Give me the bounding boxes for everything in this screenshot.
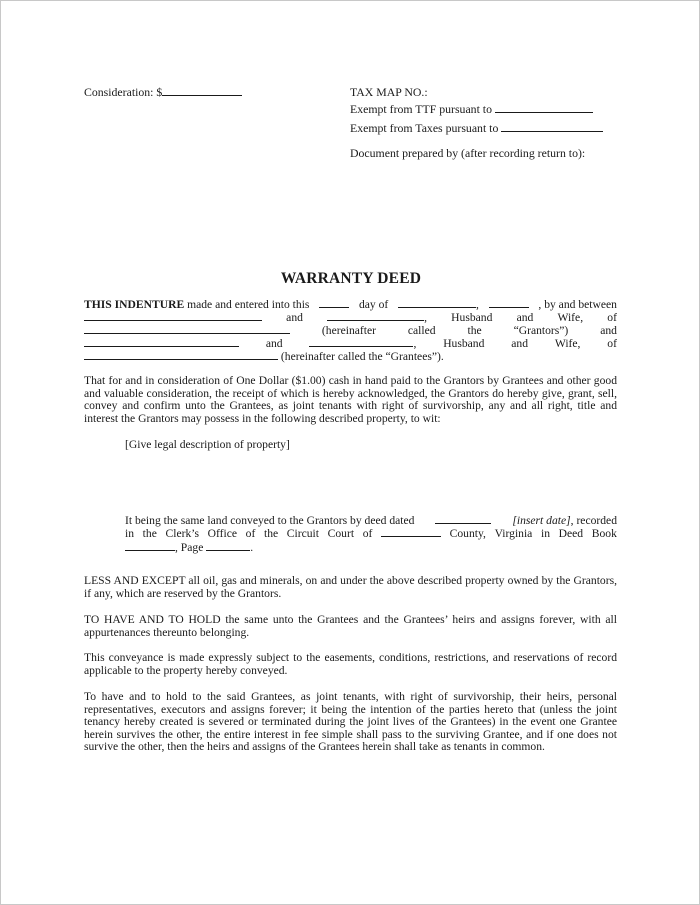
grantee-name-2-blank[interactable] (309, 336, 413, 347)
word-book: Book (591, 527, 617, 540)
comma: , (475, 298, 479, 311)
grantee-name-1-blank[interactable] (84, 336, 239, 347)
tax-map-label: TAX MAP NO.: (350, 85, 428, 99)
of-label: of (607, 311, 617, 324)
husband-label-2: Husband (443, 337, 485, 350)
month-blank[interactable] (398, 297, 476, 308)
day-of-label: day of (358, 298, 389, 311)
book-blank[interactable] (125, 540, 175, 551)
grantor-address-blank[interactable] (84, 323, 290, 334)
and-label-5: and (511, 337, 528, 350)
page-label: , Page (175, 541, 204, 554)
word-virginia: Virginia (494, 527, 533, 540)
by-and-between: , by and between (538, 298, 617, 311)
ttf-exempt-blank[interactable] (495, 102, 593, 113)
and-label-3: and (600, 324, 617, 337)
called-label: called (407, 324, 436, 337)
husband-label: Husband (451, 311, 493, 324)
legal-description: [Give legal description of property] (125, 438, 290, 451)
indenture-made: made and entered into this (187, 298, 310, 311)
taxes-exempt-blank[interactable] (501, 121, 603, 132)
word-the: the (142, 527, 157, 540)
indenture-line-2 (84, 310, 617, 323)
grantee-address-blank[interactable] (84, 349, 278, 360)
the-label: the (467, 324, 482, 337)
ttf-exempt-field (350, 102, 593, 117)
conveyance-paragraph: This conveyance is made expressly subject to the easements, conditions, restrictions, and reservations of record applicable to the property hereby conveyed. (84, 651, 617, 677)
word-the-2: the (263, 527, 279, 540)
grantors-label: “Grantors”) (513, 324, 569, 337)
grantor-name-2-blank[interactable] (327, 310, 424, 321)
prepared-by-label: Document prepared by (after recording return to): (350, 146, 586, 160)
less-and-except-paragraph: LESS AND EXCEPT all oil, gas and minerals, on and under the above described property owned by the Grantors, if any, which are reserved by the Grantors. (84, 574, 617, 600)
wife-label: Wife, (557, 311, 584, 324)
consideration-label: Consideration: $ (84, 85, 163, 99)
word-deed: Deed (558, 527, 584, 540)
word-clerks: Clerk’s (165, 527, 199, 540)
comma: , (424, 311, 427, 324)
day-blank[interactable] (319, 297, 349, 308)
ttf-exempt-label: Exempt from TTF pursuant to (350, 102, 492, 116)
county-blank[interactable] (381, 526, 441, 537)
consideration-paragraph: That for and in consideration of One Dollar ($1.00) cash in hand paid to the Grantors by Grantees and other good and valuable consideration, the receipt of which is hereby acknowledged, the Grantors do hereby give, grant, sell, convey and confirm unto the Grantees, as joint tenants with right of survivorship, any and all right, title and interest the Grantors may possess in the following described property, to wit: (84, 374, 617, 425)
word-circuit: Circuit (286, 527, 319, 540)
indenture-line-4 (84, 336, 617, 349)
recorded-label: , recorded (570, 514, 617, 527)
joint-tenancy-paragraph: To have and to hold to the said Grantees, as joint tenants, with right of survivorship, their heirs, personal representatives, executors and assigns forever; it being the intention of the parties hereto that (unless the joint tenancy hereby created is severed or terminated during the joint lives of the Grantees) in the event one Grantee herein survives the other, the entire interest in fee simple shall pass to the surviving Grantee, and if one does not survive the other, then the heirs and assigns of the Grantees herein shall take as tenants in common. (84, 690, 617, 753)
same-land-line-3 (125, 540, 253, 554)
and-label-2: and (516, 311, 534, 324)
same-land-line-2 (125, 526, 617, 539)
same-land-line-1 (125, 513, 617, 526)
word-of: of (245, 527, 256, 540)
word-county: County, (449, 527, 486, 540)
indenture-bold: THIS INDENTURE (84, 298, 185, 311)
period: . (250, 541, 254, 554)
indenture-line-1 (84, 297, 617, 310)
taxes-exempt-field (350, 121, 603, 136)
indenture-line-5 (84, 349, 444, 363)
to-have-and-hold-paragraph: TO HAVE AND TO HOLD the same unto the Grantees and the Grantees’ heirs and assigns forever, with all appurtenances thereunto belonging. (84, 613, 617, 639)
wife-label-2: Wife, (554, 337, 581, 350)
word-in: in (125, 527, 135, 540)
word-of-2: of (362, 527, 373, 540)
grantor-name-1-blank[interactable] (84, 310, 262, 321)
word-office: Office (207, 527, 238, 540)
page-blank[interactable] (206, 540, 250, 551)
and-label: and (286, 311, 303, 324)
consideration-field (84, 85, 242, 100)
year-blank[interactable] (489, 297, 529, 308)
indenture-line-3 (84, 323, 617, 336)
hereinafter-label: (hereinafter (321, 324, 376, 337)
grantees-label: (hereinafter called the “Grantees”). (280, 350, 444, 363)
deed-date-blank[interactable] (435, 513, 491, 524)
insert-date-note: [insert date] (512, 514, 571, 527)
same-land-text: It being the same land conveyed to the Grantors by deed dated (125, 514, 415, 527)
word-in-2: in (540, 527, 550, 540)
taxes-exempt-label: Exempt from Taxes pursuant to (350, 121, 499, 135)
of-label-2: of (607, 337, 617, 350)
comma: , (413, 337, 417, 350)
and-label-4: and (265, 337, 283, 350)
word-court: Court (327, 527, 355, 540)
document-title: WARRANTY DEED (280, 270, 422, 287)
consideration-blank[interactable] (162, 85, 242, 96)
